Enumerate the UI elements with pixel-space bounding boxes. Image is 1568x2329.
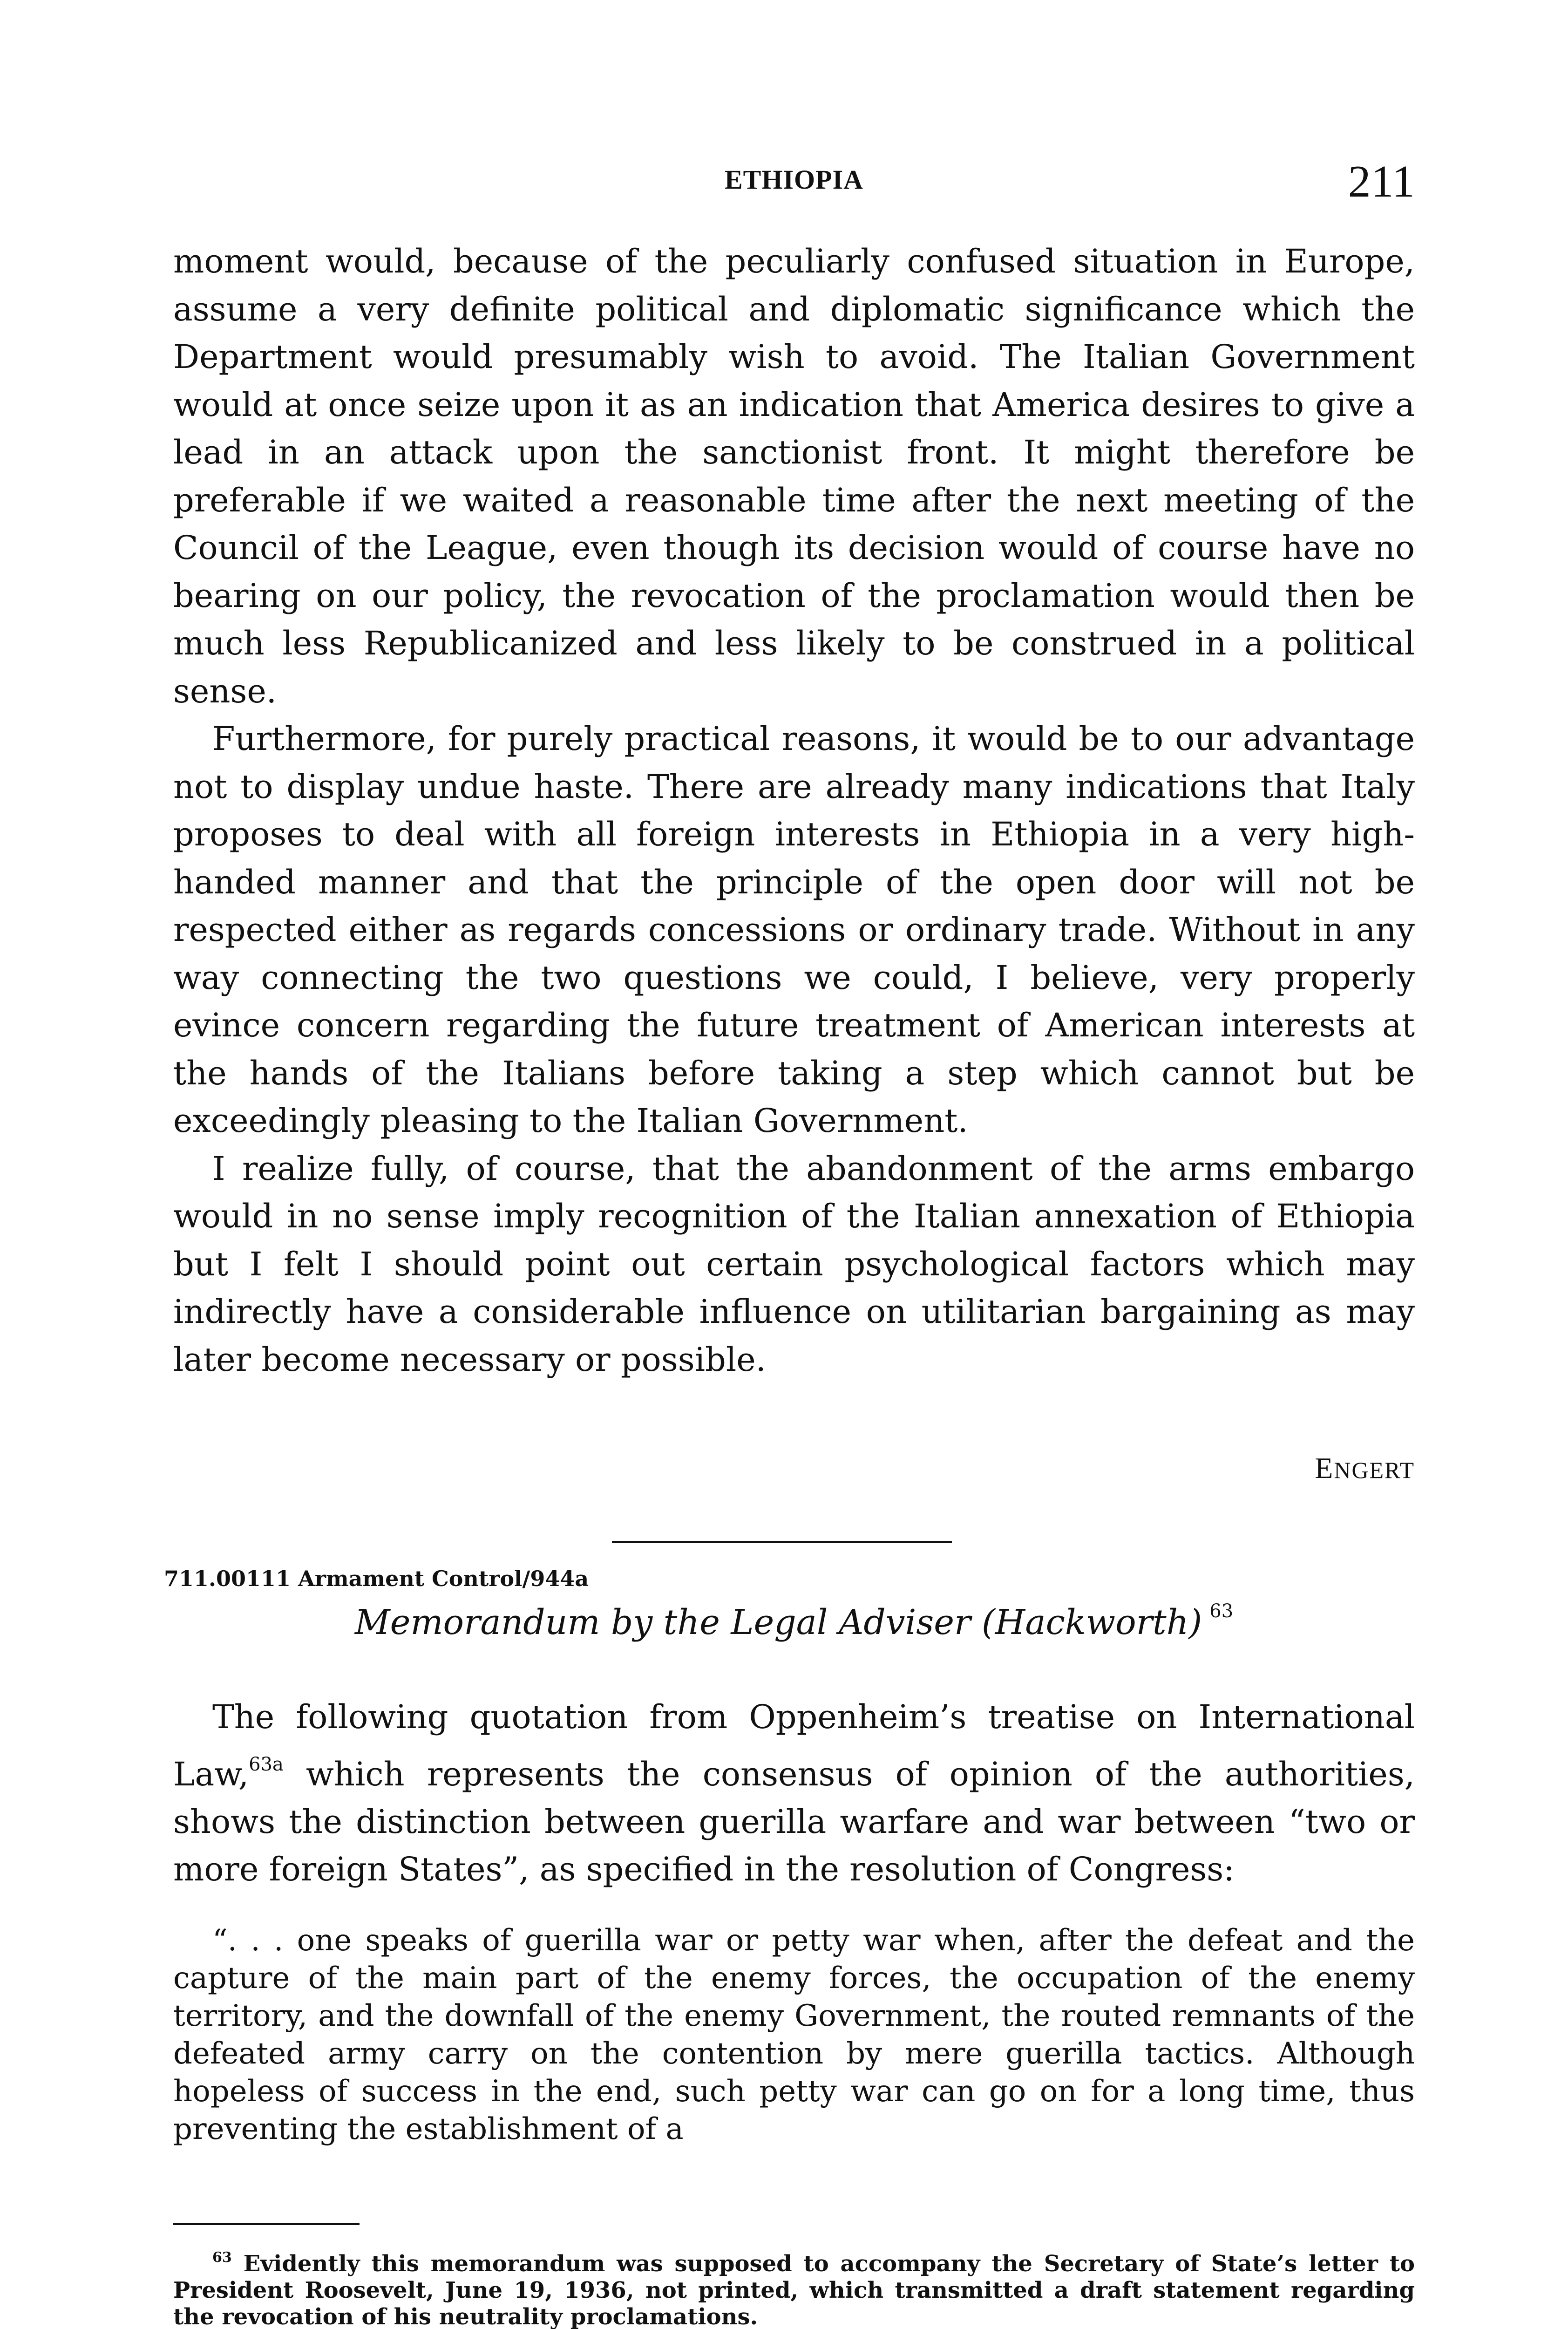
intro-part-1: The following quotation from Oppenheim’s treatise on International Law, [173,1698,1415,1793]
quotation-text: “. . . one speaks of guerilla war or petty war when, after the defeat and the capture of the main part of the enemy forces, the occupation of the enemy territory, and the downfall of the enemy Government, the routed remnants of the defeated army carry on the contention by mere guerilla tactics. Although hopeless of success in the end, such petty war can go on for a long time, thus preventing the establishment of a [173,1923,1415,2146]
intro-footnote-mark: 63a [249,1754,284,1775]
intro-paragraph [173,1693,1415,1893]
intro-part-2: which represents the consensus of opinion of the authorities, shows the distinction between guerilla warfare and war between “two or more foreign States”, as specified in the resolution of Congress: [173,1755,1415,1888]
signature-rest: NGERT [1334,1457,1415,1483]
footnotes [173,2244,1415,2329]
document-title-text: Memorandum by the Legal Adviser (Hackworth) [354,1602,1202,1642]
footnote-rule [173,2223,360,2225]
memorandum-intro [173,1693,1415,1893]
title-footnote-mark: 63 [1209,1600,1234,1622]
running-head: ETHIOPIA [724,164,864,195]
letter-continuation [173,238,1415,1383]
section-divider [612,1541,952,1543]
footnote-63 [173,2244,1415,2329]
page-number: 211 [1348,157,1415,207]
document-title [173,1600,1415,1642]
page-header [173,158,1415,210]
signature [1315,1451,1415,1485]
footnote-63-mark: 63 [212,2249,232,2266]
footnote-63-text: Evidently this memorandum was supposed to accompany the Secretary of State’s letter to President Roosevelt, June 19, 1936, not printed, which transmitted a draft statement regarding the revocation of his neutrality proclamations. [173,2251,1415,2329]
file-reference: 711.00111 Armament Control/944a [164,1566,589,1591]
paragraph-2: Furthermore, for purely practical reasons, it would be to our advantage not to display undue haste. There are already many indications that Italy proposes to deal with all foreign interests in Ethiopia in a very high-handed manner and that the principle of the open door will not be respected either as regards concessions or ordinary trade. Without in any way connecting the two questions we could, I believe, very properly evince concern regarding the future treatment of American interests at the hands of the Italians before taking a step which cannot but be exceedingly pleasing to the Italian Government. [173,720,1415,1140]
signature-initial: E [1315,1451,1334,1485]
paragraph-3: I realize fully, of course, that the abandonment of the arms embargo would in no sense imply recognition of the Italian annexation of Ethiopia but I felt I should point out certain psychological factors which may indirectly have a considerable influence on utilitarian bargaining as may later become necessary or possible. [173,1149,1415,1379]
block-quotation [173,1922,1415,2148]
paragraph-1: moment would, because of the peculiarly confused situation in Europe, assume a very definite political and diplomatic significance which the Department would presumably wish to avoid. The Italian Government would at once seize upon it as an indication that America desires to give a lead in an attack upon the sanctionist front. It might therefore be preferable if we waited a reasonable time after the next meeting of the Council of the League, even though its decision would of course have no bearing on our policy, the revocation of the proclamation would then be much less Republicanized and less likely to be construed in a political sense. [173,242,1415,710]
